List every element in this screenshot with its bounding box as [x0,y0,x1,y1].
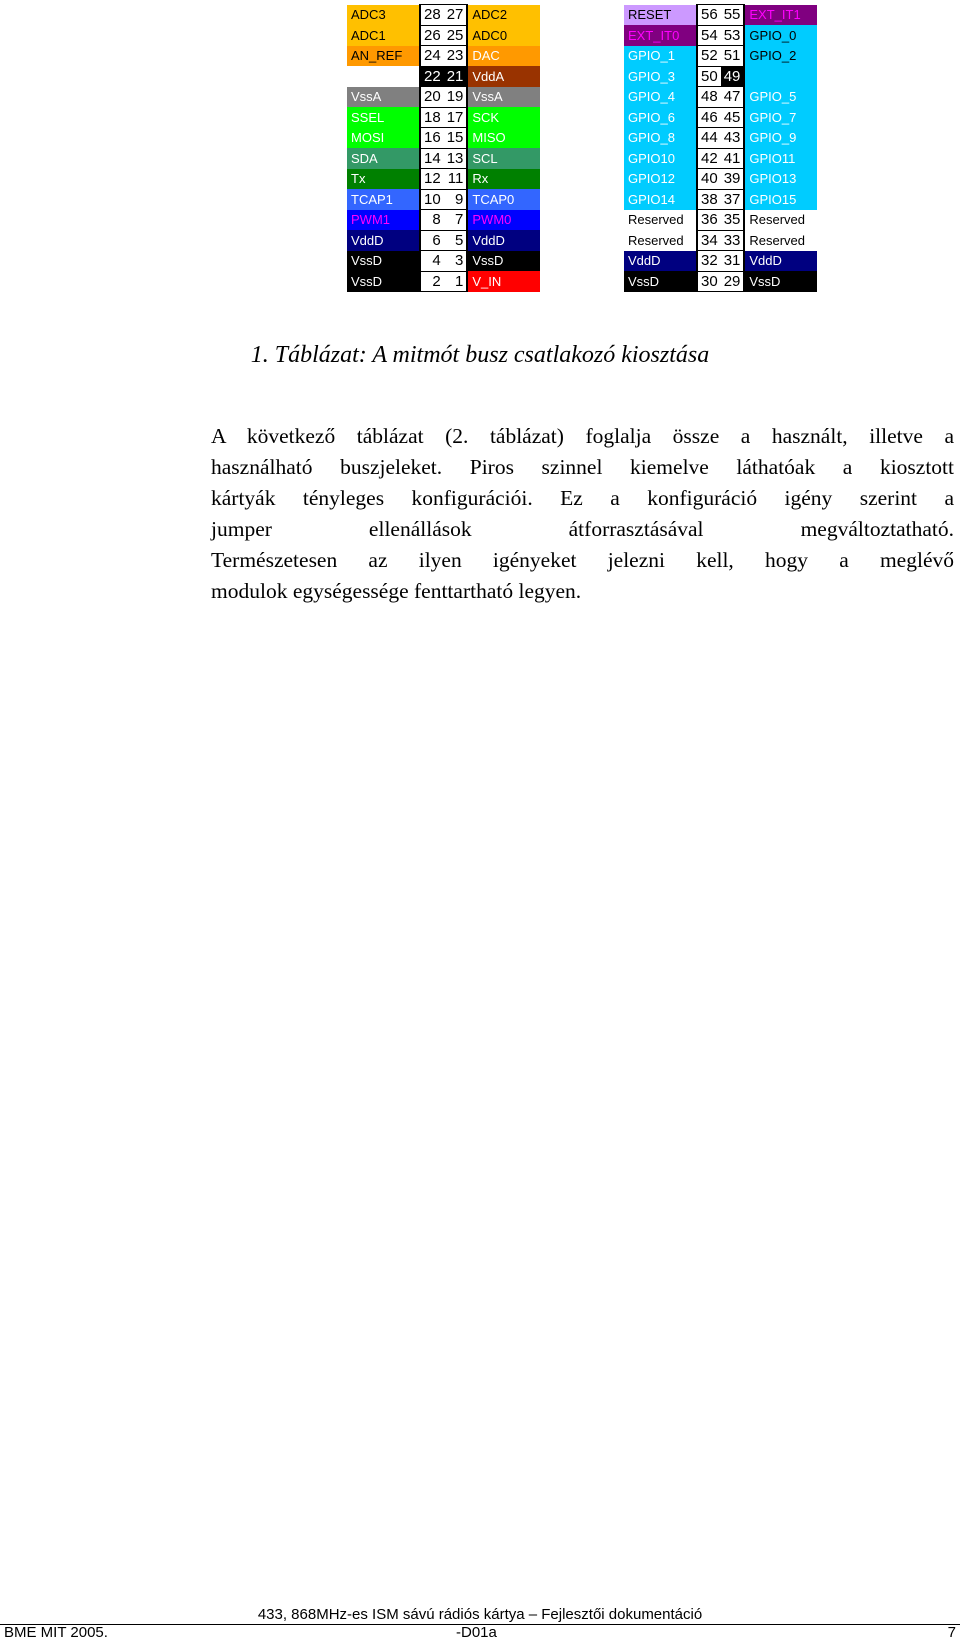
pin-number: 17 [444,107,468,128]
pin-row [347,5,540,26]
pin-signal-label: MISO [467,128,540,149]
pin-number: 39 [721,169,745,190]
pin-signal-label: TCAP1 [347,189,420,210]
pin-number: 51 [721,46,745,67]
footer-page-number: 7 [947,1624,956,1641]
pin-number: 55 [721,5,745,26]
table-caption: 1. Táblázat: A mitmót busz csatlakozó kiosztása [250,342,710,368]
pin-number: 52 [697,46,721,67]
pin-signal-label: DAC [467,46,540,67]
pin-signal-label: SDA [347,148,420,169]
pin-number: 27 [444,5,468,26]
pin-signal-label: ADC1 [347,25,420,46]
pin-signal-label: GPIO_7 [744,107,817,128]
pin-number: 10 [420,189,444,210]
pin-signal-label: VssD [744,271,817,292]
pin-signal-label: GPIO_2 [744,46,817,67]
pin-row [347,271,540,292]
left-connector-pinout-table [347,4,540,292]
pin-row [347,128,540,149]
pin-row [347,169,540,190]
pin-number: 33 [721,230,745,251]
pin-signal-label: GPIO14 [624,189,697,210]
pin-number: 36 [697,210,721,231]
pin-number: 47 [721,87,745,108]
pin-row [624,148,817,169]
pin-row [347,189,540,210]
pin-number: 22 [420,66,444,87]
pin-number: 25 [444,25,468,46]
pin-signal-label: ADC0 [467,25,540,46]
pin-number: 53 [721,25,745,46]
pin-signal-label: PWM0 [467,210,540,231]
pin-number: 30 [697,271,721,292]
pin-signal-label: EXT_IT1 [744,5,817,26]
pin-number: 56 [697,5,721,26]
paragraph-line: jumper ellenállások átforrasztásával megváltoztatható. [211,517,954,541]
pin-number: 20 [420,87,444,108]
pin-signal-label: MOSI [347,128,420,149]
pin-number: 9 [444,189,468,210]
pin-number: 12 [420,169,444,190]
pin-row [624,169,817,190]
pin-signal-label: GPIO_0 [744,25,817,46]
pin-number: 11 [444,169,468,190]
pin-signal-label [744,66,817,87]
pin-signal-label: VssD [347,271,420,292]
pin-signal-label: GPIO_4 [624,87,697,108]
pin-signal-label: ADC3 [347,5,420,26]
pin-number: 13 [444,148,468,169]
right-connector-pinout-table [624,4,817,292]
pin-number: 23 [444,46,468,67]
pin-number: 48 [697,87,721,108]
pin-signal-label: SCL [467,148,540,169]
pin-signal-label: VssA [347,87,420,108]
pin-signal-label: AN_REF [347,46,420,67]
pin-signal-label: V_IN [467,271,540,292]
pin-row [624,5,817,26]
body-paragraph [211,421,954,607]
pin-signal-label: VddA [467,66,540,87]
pin-signal-label: Tx [347,169,420,190]
pin-row [624,271,817,292]
pin-row [624,128,817,149]
pin-row [347,148,540,169]
pin-signal-label: GPIO_8 [624,128,697,149]
pin-number: 24 [420,46,444,67]
footer-document-code: -D01a [456,1624,497,1641]
pin-number: 35 [721,210,745,231]
pin-signal-label: Reserved [624,230,697,251]
pin-signal-label: GPIO13 [744,169,817,190]
pin-number: 49 [721,66,745,87]
paragraph-line: használható buszjeleket. Piros szinnel kiemelve láthatóak a kiosztott [211,455,954,479]
paragraph-line: A következő táblázat (2. táblázat) foglalja össze a használt, illetve a [211,424,954,448]
pin-signal-label: Reserved [744,230,817,251]
pin-number: 44 [697,128,721,149]
pin-signal-label: RESET [624,5,697,26]
pin-number: 54 [697,25,721,46]
pin-signal-label: ADC2 [467,5,540,26]
pin-row [624,107,817,128]
pin-number: 2 [420,271,444,292]
pin-signal-label: Reserved [624,210,697,231]
paragraph-line: Természetesen az ilyen igényeket jelezni kell, hogy a meglévő [211,548,954,572]
pin-number: 42 [697,148,721,169]
pin-signal-label: VddD [624,251,697,272]
pin-number: 41 [721,148,745,169]
pin-signal-label: VddD [467,230,540,251]
pin-number: 7 [444,210,468,231]
pin-number: 5 [444,230,468,251]
pin-number: 19 [444,87,468,108]
pin-row [347,87,540,108]
pin-signal-label: GPIO10 [624,148,697,169]
pin-signal-label: GPIO_9 [744,128,817,149]
pin-number: 8 [420,210,444,231]
pin-signal-label: SCK [467,107,540,128]
pin-signal-label: GPIO12 [624,169,697,190]
pin-number: 28 [420,5,444,26]
pin-signal-label: TCAP0 [467,189,540,210]
footer-organization-year: BME MIT 2005. [4,1624,108,1641]
pin-number: 46 [697,107,721,128]
pin-signal-label: VssD [347,251,420,272]
footer-document-title: 433, 868MHz-es ISM sávú rádiós kártya – Fejlesztői dokumentáció [257,1606,703,1623]
pin-number: 21 [444,66,468,87]
pin-number: 4 [420,251,444,272]
pin-row [624,66,817,87]
pin-number: 38 [697,189,721,210]
pin-number: 15 [444,128,468,149]
pin-row [624,87,817,108]
pin-number: 45 [721,107,745,128]
pin-row [347,251,540,272]
pin-number: 26 [420,25,444,46]
pin-signal-label: Rx [467,169,540,190]
pin-number: 37 [721,189,745,210]
paragraph-line: modulok egységessége fenttartható legyen. [211,579,582,603]
paragraph-line: kártyák tényleges konfigurációi. Ez a konfiguráció igény szerint a [211,486,954,510]
pin-row [347,107,540,128]
pin-signal-label [347,66,420,87]
pin-signal-label: VssD [624,271,697,292]
pin-signal-label: VssD [467,251,540,272]
pin-signal-label: VssA [467,87,540,108]
pin-signal-label: GPIO_1 [624,46,697,67]
pin-signal-label: VddD [347,230,420,251]
pin-row [347,25,540,46]
pin-signal-label: GPIO11 [744,148,817,169]
pin-row [624,25,817,46]
pin-row [347,66,540,87]
pin-number: 40 [697,169,721,190]
pin-row [624,189,817,210]
pin-number: 50 [697,66,721,87]
pin-row [347,210,540,231]
pin-number: 31 [721,251,745,272]
pin-number: 43 [721,128,745,149]
pin-number: 1 [444,271,468,292]
pin-row [624,230,817,251]
pin-row [624,46,817,67]
pin-number: 29 [721,271,745,292]
pin-signal-label: PWM1 [347,210,420,231]
pin-row [624,210,817,231]
pin-number: 6 [420,230,444,251]
pin-number: 16 [420,128,444,149]
pin-number: 32 [697,251,721,272]
pin-signal-label: EXT_IT0 [624,25,697,46]
pin-number: 14 [420,148,444,169]
pin-row [347,230,540,251]
pin-signal-label: SSEL [347,107,420,128]
pin-number: 3 [444,251,468,272]
pin-signal-label: GPIO15 [744,189,817,210]
pin-number: 18 [420,107,444,128]
pin-signal-label: Reserved [744,210,817,231]
pin-number: 34 [697,230,721,251]
pin-signal-label: GPIO_5 [744,87,817,108]
pin-row [347,46,540,67]
pin-signal-label: VddD [744,251,817,272]
pin-signal-label: GPIO_6 [624,107,697,128]
pin-signal-label: GPIO_3 [624,66,697,87]
pin-row [624,251,817,272]
